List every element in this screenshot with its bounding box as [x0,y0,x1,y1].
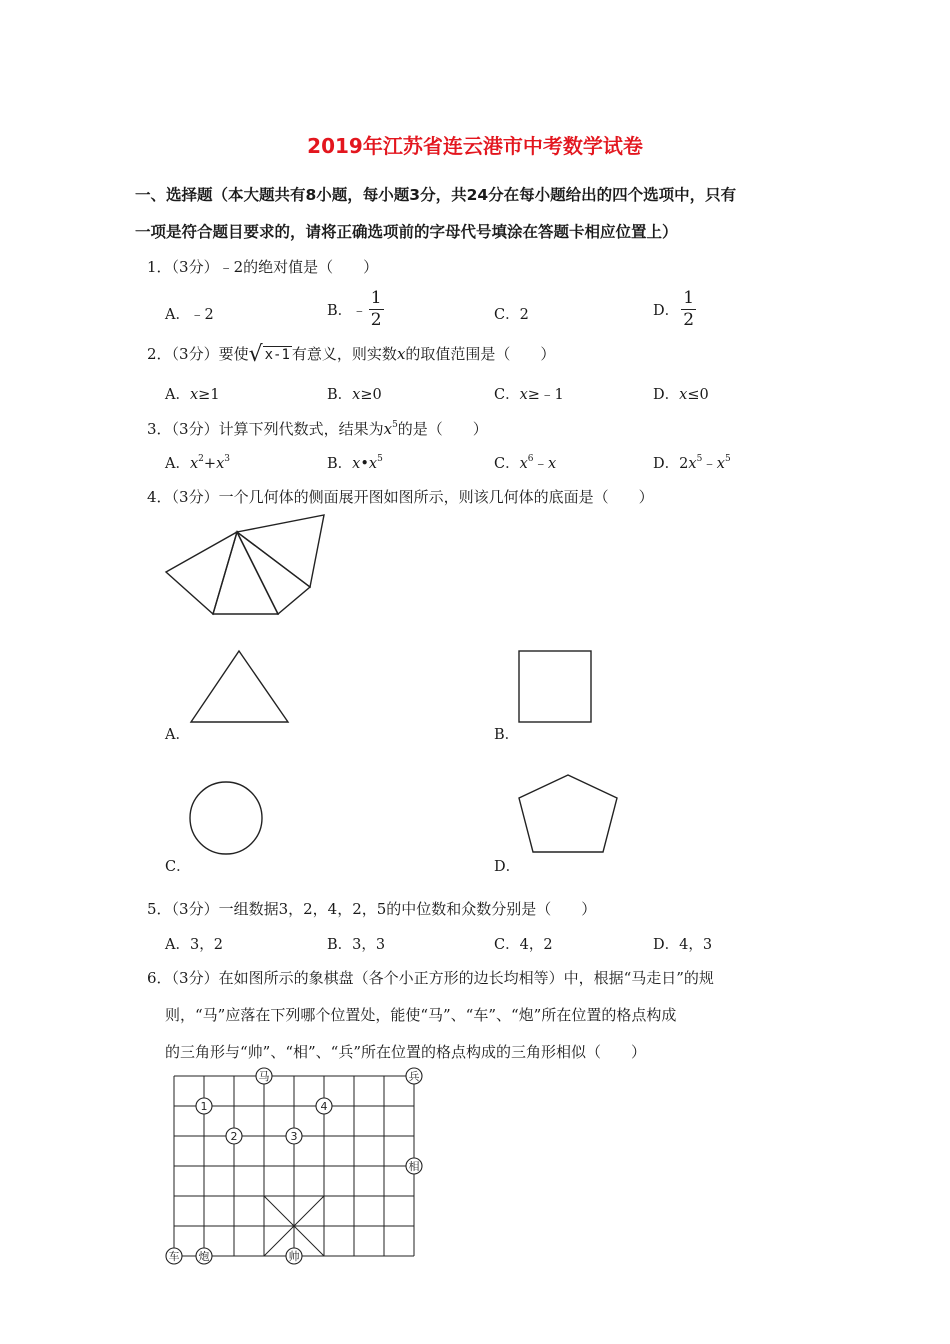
q6-line2: 则，“马”应落在下列哪个位置处，能使“马”、“车”、“炮”所在位置的格点构成 [165,1006,677,1024]
q5-option-a: A．3，2 [165,937,223,953]
lateral-net-figure [160,510,330,620]
chess-piece-label: 相 [408,1160,420,1173]
q3-option-d: D．$2x^5﹣x^5$ [653,454,731,472]
q2-option-a: A．x≥1 [165,387,220,403]
radical-sign: √ [248,342,263,367]
q2-stem: 2．（3分）要使√ x-1 有意义，则实数x的取值范围是（ ） [147,342,556,367]
q5-option-b: B．3，3 [327,937,386,953]
q1-option-b-fraction: $\frac{1}{2}$ [369,290,384,329]
position-mark-label: 1 [200,1100,208,1113]
q3-option-b: B．$x•x^5$ [327,454,383,472]
chess-board-figure [165,1068,425,1263]
option-a-triangle [190,648,290,724]
option-b-square [518,650,594,724]
section-heading-line1: 一、选择题（本大题共有8小题，每小题3分，共24分在每小题给出的四个选项中，只有 [135,186,737,204]
q5-stem: 5．（3分）一组数据3，2，4，2，5的中位数和众数分别是（ ） [147,900,597,918]
option-c-circle [188,780,264,856]
q1-option-d-fraction: $\frac{1}{2}$ [681,290,696,329]
q6-line3: 的三角形与“帅”、“相”、“兵”所在位置的格点构成的三角形相似（ ） [165,1043,647,1061]
position-mark-label: 2 [230,1130,238,1143]
q5-option-d: D．4，3 [653,937,713,953]
section-heading-line2: 一项是符合题目要求的，请将正确选项前的字母代号填涂在答题卡相应位置上） [135,223,678,241]
q4-stem: 4．（3分）一个几何体的侧面展开图如图所示，则该几何体的底面是（ ） [147,488,654,506]
q3-option-c: C．$x^6﹣x$ [494,454,557,472]
chess-piece-label: 兵 [408,1070,420,1083]
q1-option-b: B．﹣ $\frac{1}{2}$ [327,290,386,329]
q4-option-c-label: C． [165,859,191,875]
position-mark-label: 3 [290,1130,298,1143]
option-d-pentagon [516,770,620,870]
q3-option-a: A．$x^2+x^3$ [165,454,230,472]
position-mark-label: 4 [320,1100,328,1113]
q4-option-b-label: B． [494,727,520,743]
q5-option-c: C．4，2 [494,937,553,953]
q2-option-d: D．x≤0 [653,387,709,403]
q2-option-b: B．x≥0 [327,387,382,403]
q6-line1: 6．（3分）在如图所示的象棋盘（各个小正方形的边长均相等）中，根据“马走日”的规 [147,969,714,987]
q4-option-a-label: A． [165,727,190,743]
chess-piece-label: 炮 [198,1250,210,1263]
q1-option-a: A．﹣2 [165,307,214,323]
q1-option-c: C．2 [494,307,529,323]
page-title: 2019年江苏省连云港市中考数学试卷 [307,134,643,158]
q2-option-c: C．x≥﹣1 [494,387,564,403]
chess-piece-label: 马 [258,1070,270,1083]
q1-option-d: D． $\frac{1}{2}$ [653,290,698,329]
chess-piece-label: 车 [168,1250,180,1263]
chess-piece-label: 帅 [288,1250,300,1263]
q4-option-d-label: D． [494,859,521,875]
q1-stem: 1．（3分）﹣2的绝对值是（ ） [147,258,379,276]
q3-stem: 3．（3分）计算下列代数式，结果为$x^5$的是（ ） [147,420,488,438]
radicand: x-1 [264,347,290,363]
